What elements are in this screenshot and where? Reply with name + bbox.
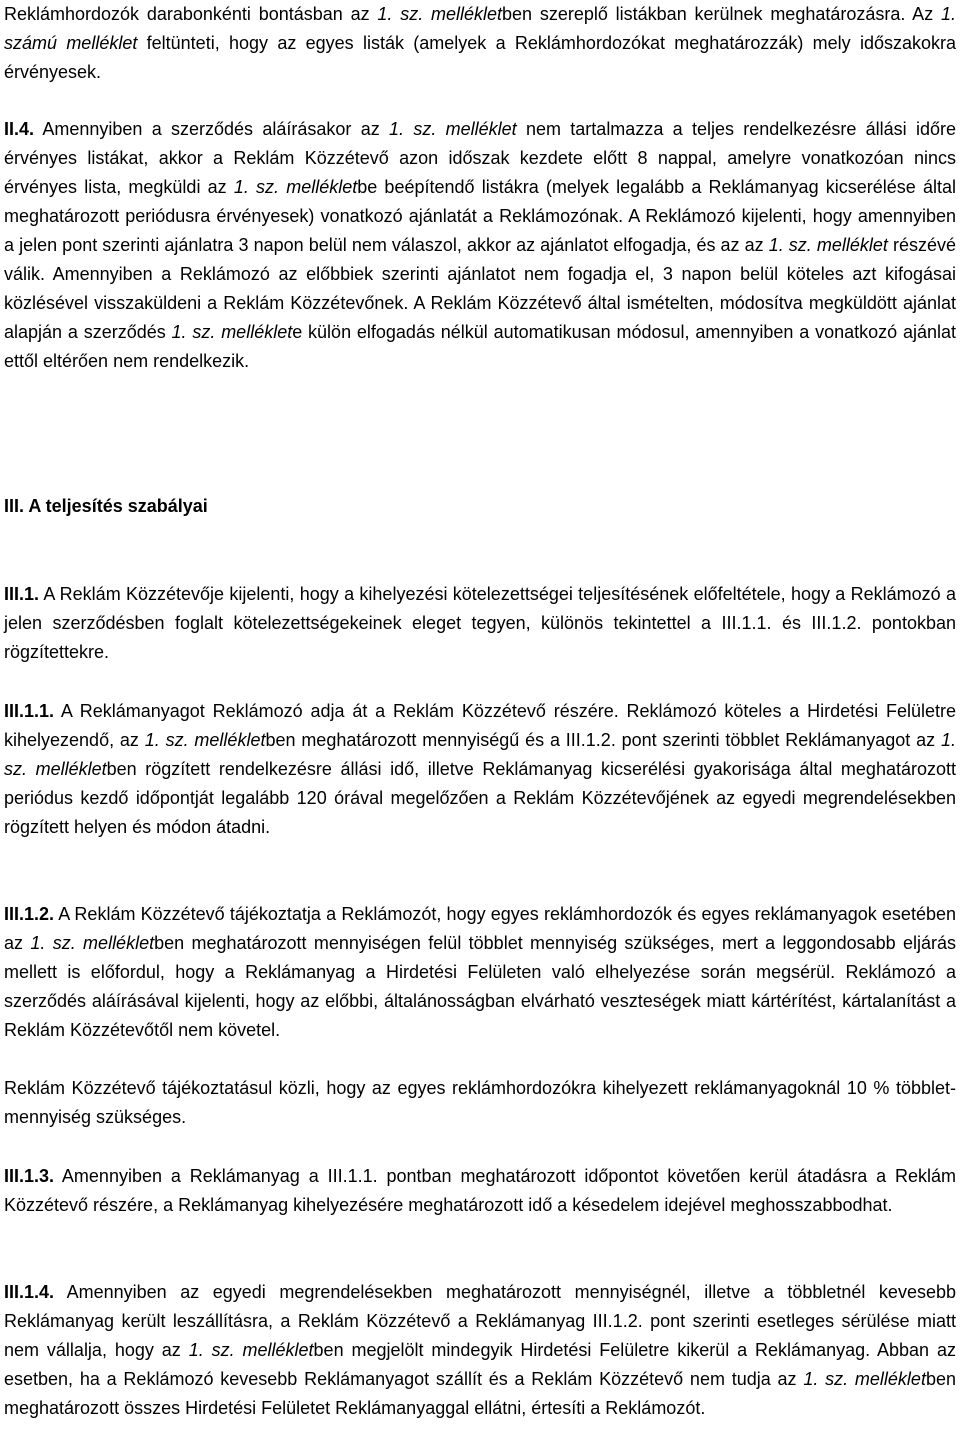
paragraph-text: A Reklámanyagot Reklámozó adja át a Reklám Közzétevő részére. Reklámozó köteles a Hirdetési Felületre kihelyezendő, az: [4, 701, 956, 750]
annex-reference: 1. sz. melléklet: [4, 730, 956, 779]
annex-reference: 1. sz. melléklet: [768, 235, 888, 255]
section-number: III.1.4.: [4, 1282, 55, 1302]
paragraph-iii-1-1: [4, 697, 956, 842]
paragraph-iii-1-2-note: [4, 1074, 956, 1132]
section-number: III.1.: [4, 584, 40, 604]
paragraph-text: feltünteti, hogy az egyes listák (amelyek a Reklámhordozókat meghatározzák) mely időszakokra érvényesek.: [4, 33, 956, 82]
annex-reference: 1. sz. melléklet: [377, 4, 503, 24]
paragraph-text: Amennyiben a Reklámanyag a III.1.1. pontban meghatározott időpontot követően kerül átadásra a Reklám Közzétevő részére, a Reklámanyag kihelyezésére meghatározott idő a késedelem idejével meghosszabbodhat.: [4, 1166, 956, 1215]
section-number: III.1.1.: [4, 701, 55, 721]
paragraph-intro: [4, 0, 956, 87]
paragraph-text: be beépítendő listákra (melyek legalább a Reklámanyag kicserélése által meghatározott periódusra érvényesek) vonatkozó ajánlatát a Reklámozónak. A Reklámozó kijelenti, hogy amennyiben a jelen pont szerinti ajánlatra 3 napon belül nem válaszol, akkor az ajánlatot elfogadja, és az az: [4, 177, 956, 255]
paragraph-text: ben rögzített rendelkezésre állási idő, illetve Reklámanyag kicserélési gyakorisága által meghatározott periódus kezdő időpontját legalább 120 órával megelőzően a Reklám Közzétevőjének az egyedi megrendelésekben rögzített helyen és módon átadni.: [4, 759, 956, 837]
paragraph-text: ben meghatározott mennyiségen felül többlet mennyiség szükséges, mert a leggondosabb eljárás mellett is előfordul, hogy a Reklámanyag a Hirdetési Felületen való elhelyezése során megsérül. Reklámozó a szerződés aláírásával kijelenti, hogy az előbbi, általánosságban elvárható veszteségek miatt kártérítést, kártalanítást a Reklám Közzétevőtől nem követel.: [4, 933, 956, 1040]
paragraph-iii-1-2: [4, 900, 956, 1045]
paragraph-text: Amennyiben az egyedi megrendelésekben meghatározott mennyiségnél, illetve a többletnél kevesebb Reklámanyag került leszállításra, a Reklám Közzétevő a Reklámanyag III.1.2. pont szerinti esetleges sérülése miatt nem vállalja, hogy az: [4, 1282, 956, 1360]
annex-reference: 1. sz. melléklet: [188, 1340, 314, 1360]
annex-reference: 1. sz. melléklet: [389, 119, 517, 139]
paragraph-text: ben meghatározott összes Hirdetési Felületet Reklámanyaggal ellátni, értesíti a Reklámozót.: [4, 1369, 956, 1418]
section-number: III.1.3.: [4, 1166, 55, 1186]
annex-reference: 1. számú melléklet: [4, 4, 956, 53]
paragraph-iii-1-4: [4, 1278, 956, 1423]
annex-reference: 1. sz. melléklet: [30, 933, 155, 953]
section-number: II.4.: [4, 119, 35, 139]
paragraph-text: ben szereplő listákban kerülnek meghatározásra. Az: [502, 4, 941, 24]
paragraph-text: Amennyiben a szerződés aláírásakor az: [34, 119, 390, 139]
paragraph-text: A Reklám Közzétevő tájékoztatja a Reklámozót, hogy egyes reklámhordozók és egyes reklámanyagok esetében az: [4, 904, 956, 953]
paragraph-text: e külön elfogadás nélkül automatikusan módosul, amennyiben a vonatkozó ajánlat ettől eltérően nem rendelkezik.: [4, 322, 956, 371]
section-number: III.1.2.: [4, 904, 55, 924]
annex-reference: 1. sz. melléklet: [171, 322, 293, 342]
paragraph-text: A Reklám Közzétevője kijelenti, hogy a kihelyezési kötelezettségei teljesítésének előfeltétele, hogy a Reklámozó a jelen szerződésben foglalt kötelezettségekeinek eleget tegyen, különös tekintettel a III.1.1. és III.1.2. pontokban rögzítettekre.: [4, 584, 956, 662]
paragraph-text: ben megjelölt mindegyik Hirdetési Felületre kikerül a Reklámanyag. Abban az esetben, ha a Reklámozó kevesebb Reklámanyagot szállít és a Reklám Közzétevő nem tudja az: [4, 1340, 956, 1389]
paragraph-iii-1-3: [4, 1162, 956, 1220]
annex-reference: 1. sz. melléklet: [144, 730, 266, 750]
annex-reference: 1. sz. melléklet: [233, 177, 358, 197]
paragraph-text: nem tartalmazza a teljes rendelkezésre állási időre érvényes listákat, akkor a Reklám Közzétevő azon időszak kezdete előtt 8 nappal, amelyre vonatkozóan nincs érvényes lista, megküldi az: [4, 119, 956, 197]
paragraph-text: Reklám Közzétevő tájékoztatásul közli, hogy az egyes reklámhordozókra kihelyezett reklámanyagoknál 10 % többlet-mennyiség szükséges.: [4, 1078, 956, 1127]
paragraph-text: részévé válik. Amennyiben a Reklámozó az előbbiek szerinti ajánlatot nem fogadja el, 3 napon belül köteles azt kifogásai közlésével visszaküldeni a Reklám Közzétevőnek. A Reklám Közzétevő által ismételten, módosítva megküldött ajánlat alapján a szerződés: [4, 235, 956, 342]
paragraph-text: ben meghatározott mennyiségű és a III.1.2. pont szerinti többlet Reklámanyagot az: [265, 730, 941, 750]
annex-reference: 1. sz. melléklet: [803, 1369, 926, 1389]
paragraph-ii-4: [4, 115, 956, 376]
paragraph-text: Reklámhordozók darabonkénti bontásban az: [4, 4, 378, 24]
paragraph-iii-1: [4, 580, 956, 667]
section-heading-iii: III. A teljesítés szabályai: [4, 496, 208, 516]
